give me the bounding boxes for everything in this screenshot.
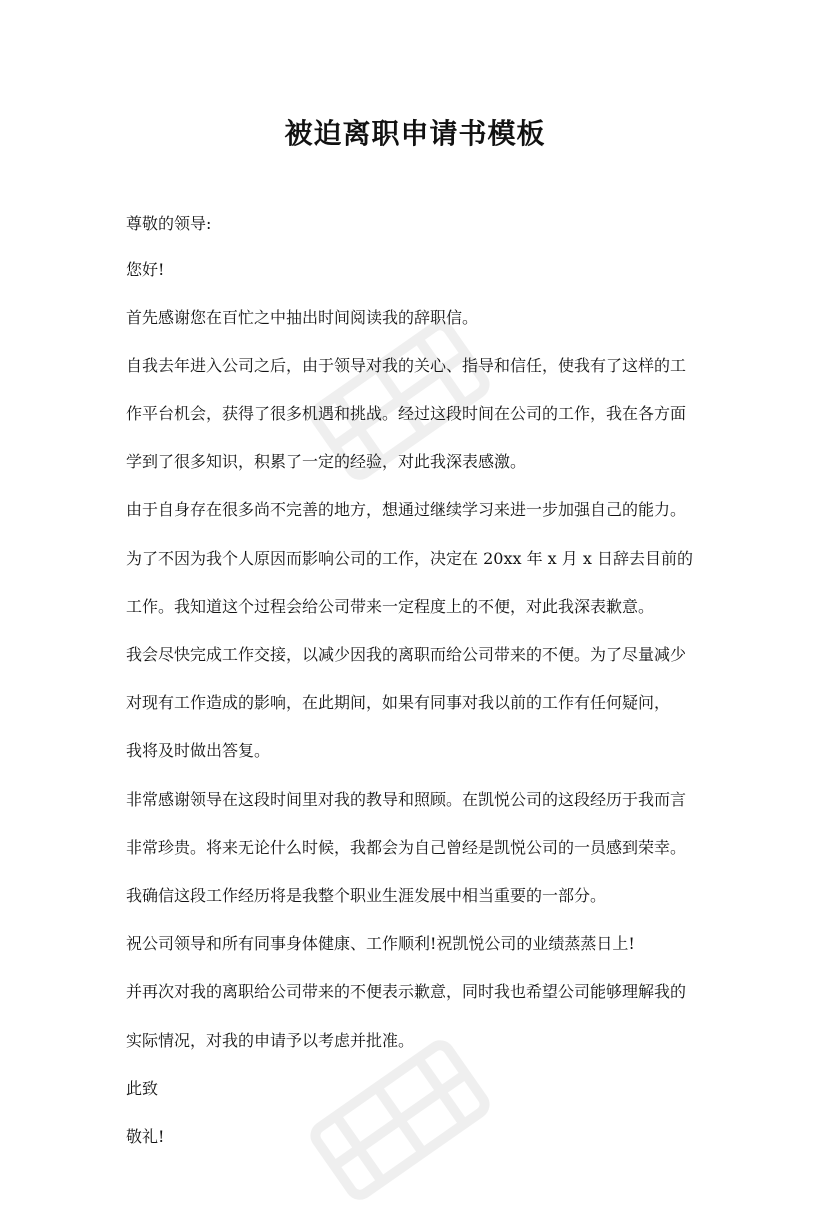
body-line: 我确信这段工作经历将是我整个职业生涯发展中相当重要的一部分。 xyxy=(126,885,607,905)
body-line: 自我去年进入公司之后，由于领导对我的关心、指导和信任，使我有了这样的工 xyxy=(126,355,687,375)
body-line: 作平台机会，获得了很多机遇和挑战。经过这段时间在公司的工作，我在各方面 xyxy=(126,404,687,424)
body-line: 学到了很多知识，积累了一定的经验，对此我深表感激。 xyxy=(126,452,527,472)
body-line: 首先感谢您在百忙之中抽出时间阅读我的辞职信。 xyxy=(126,307,479,327)
body-line: 非常珍贵。将来无论什么时候，我都会为自己曾经是凯悦公司的一员感到荣幸。 xyxy=(126,837,687,857)
sign-off: 敬礼! xyxy=(126,1126,165,1146)
document-title: 被迫离职申请书模板 xyxy=(284,117,546,150)
body-line: 为了不因为我个人原因而影响公司的工作，决定在 20xx 年 x 月 x 日辞去目前的 xyxy=(126,548,693,568)
body-line: 并再次对我的离职给公司带来的不便表示歉意，同时我也希望公司能够理解我的 xyxy=(126,982,687,1002)
body-line: 我将及时做出答复。 xyxy=(126,741,271,761)
greeting: 您好! xyxy=(126,259,165,279)
letter-body xyxy=(126,216,716,1177)
body-line: 非常感谢领导在这段时间里对我的教导和照顾。在凯悦公司的这段经历于我而言 xyxy=(126,789,687,809)
body-line: 我会尽快完成工作交接，以减少因我的离职而给公司带来的不便。为了尽量减少 xyxy=(126,645,687,664)
body-line: 祝公司领导和所有同事身体健康、工作顺利!祝凯悦公司的业绩蒸蒸日上! xyxy=(126,934,635,954)
body-line: 由于自身存在很多尚不完善的地方，想通过继续学习来进一步加强自己的能力。 xyxy=(126,500,687,520)
closing: 此致 xyxy=(126,1078,159,1098)
body-line: 工作。我知道这个过程会给公司带来一定程度上的不便，对此我深表歉意。 xyxy=(126,596,655,616)
body-line: 实际情况，对我的申请予以考虑并批准。 xyxy=(126,1030,415,1050)
salutation: 尊敬的领导: xyxy=(126,214,212,233)
body-line: 对现有工作造成的影响，在此期间，如果有同事对我以前的工作有任何疑问， xyxy=(126,693,671,713)
